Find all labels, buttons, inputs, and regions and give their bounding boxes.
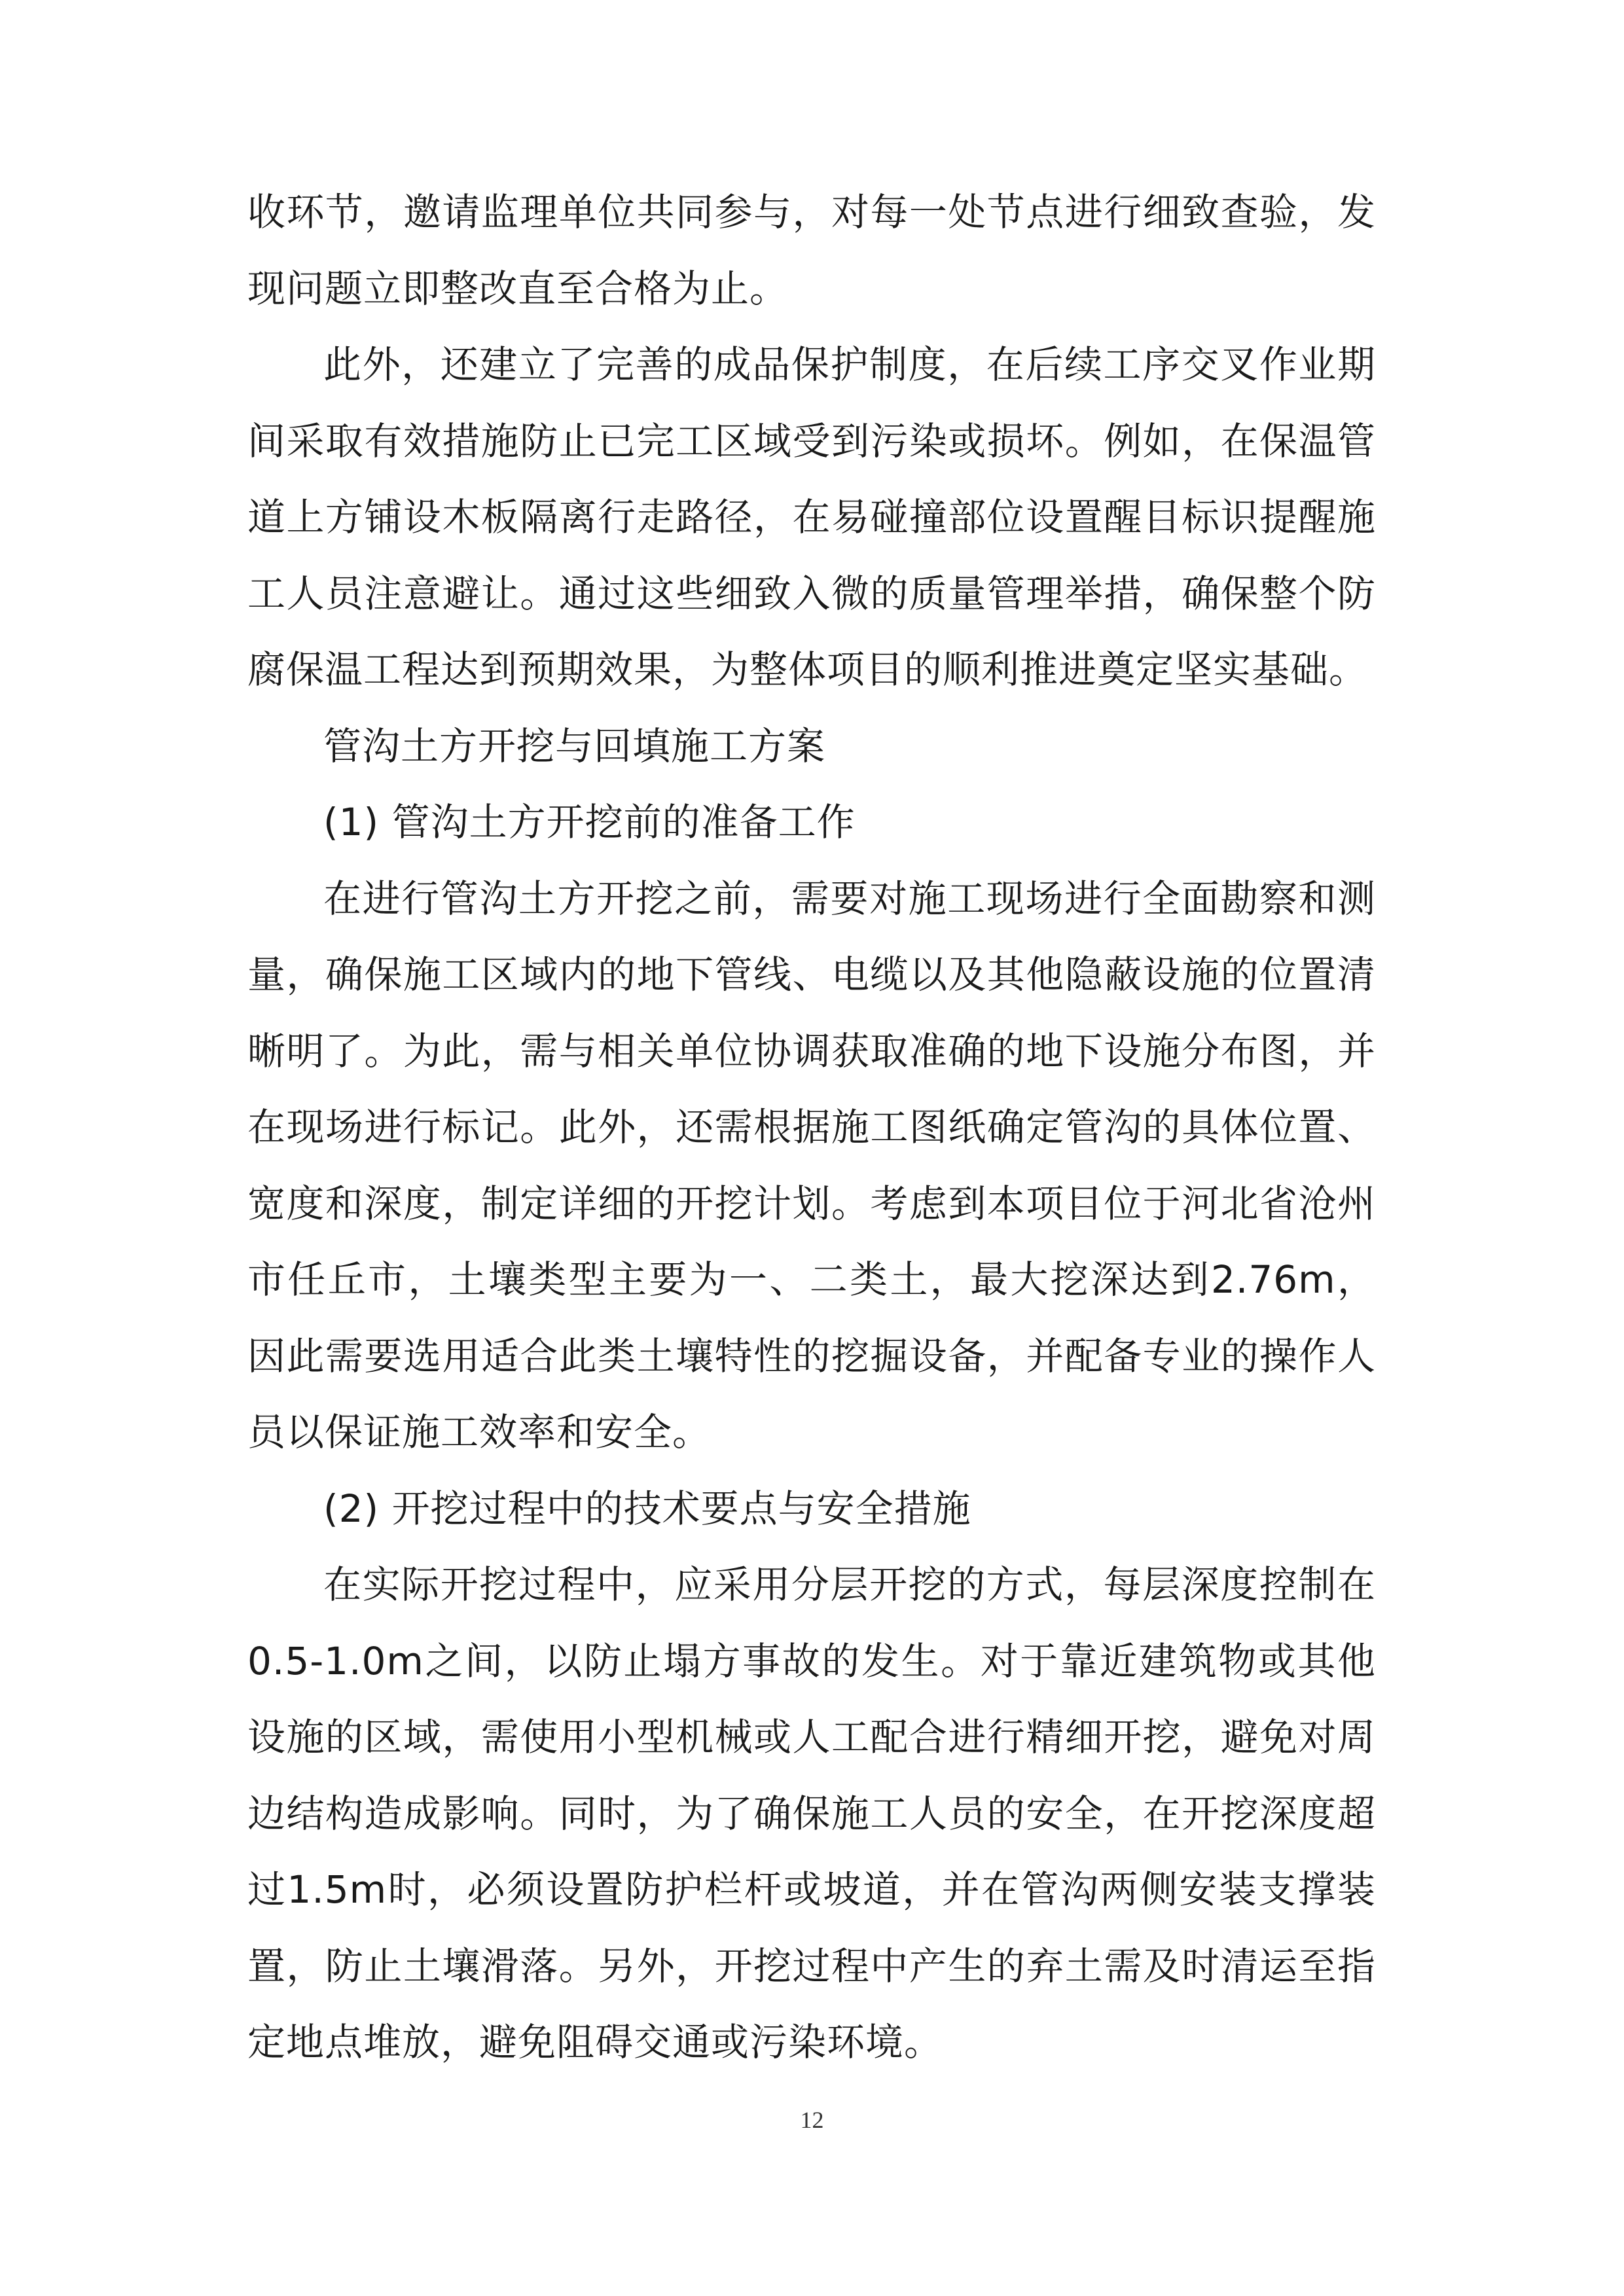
subheading-preparation: (1) 管沟土方开挖前的准备工作	[323, 800, 856, 844]
paragraph-product-protection: 此外，还建立了完善的成品保护制度，在后续工序交叉作业期间采取有效措施防止已完工区域受到污染或损坏。例如，在保温管道上方铺设木板隔离行走路径，在易碰撞部位设置醒目标识提醒施工人员注意避让。通过这些细致入微的质量管理举措，确保整个防腐保温工程达到预期效果，为整体项目的顺利推进奠定坚实基础。	[247, 342, 1376, 692]
section-heading-trench-plan: 管沟土方开挖与回填施工方案	[323, 723, 826, 768]
paragraph-preparation: 在进行管沟土方开挖之前，需要对施工现场进行全面勘察和测量，确保施工区域内的地下管线、电缆以及其他隐蔽设施的位置清晰明了。为此，需与相关单位协调获取准确的地下设施分布图，并在现场进行标记。此外，还需根据施工图纸确定管沟的具体位置、宽度和深度，制定详细的开挖计划。考虑到本项目位于河北省沧州市任丘市，土壤类型主要为一、二类土，最大挖深达到2.76m，因此需要选用适合此类土壤特性的挖掘设备，并配备专业的操作人员以保证施工效率和安全。	[247, 876, 1376, 1454]
paragraph-technical-points: 在实际开挖过程中，应采用分层开挖的方式，每层深度控制在0.5-1.0m之间，以防止塌方事故的发生。对于靠近建筑物或其他设施的区域，需使用小型机械或人工配合进行精细开挖，避免对周边结构造成影响。同时，为了确保施工人员的安全，在开挖深度超过1.5m时，必须设置防护栏杆或坡道，并在管沟两侧安装支撑装置，防止土壤滑落。另外，开挖过程中产生的弃土需及时清运至指定地点堆放，避免阻碍交通或污染环境。	[247, 1562, 1376, 2064]
page-number: 12	[800, 2107, 824, 2133]
paragraph-continuation: 收环节，邀请监理单位共同参与，对每一处节点进行细致查验，发现问题立即整改直至合格为止。	[247, 190, 1376, 311]
body-text	[247, 174, 1376, 2081]
subheading-technical-points: (2) 开挖过程中的技术要点与安全措施	[323, 1486, 971, 1531]
